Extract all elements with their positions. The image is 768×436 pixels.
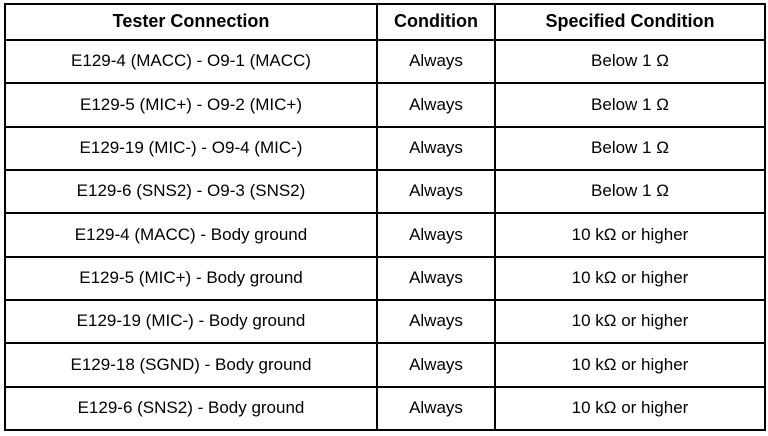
- table-row: [5, 213, 765, 256]
- cell-specified-condition: 10 kΩ or higher: [495, 300, 765, 343]
- table-row: [5, 127, 765, 170]
- table-row: [5, 300, 765, 343]
- table-header: [5, 4, 765, 40]
- cell-specified-condition: 10 kΩ or higher: [495, 213, 765, 256]
- cell-specified-condition: Below 1 Ω: [495, 83, 765, 126]
- cell-condition: Always: [377, 257, 495, 300]
- table-row: [5, 343, 765, 386]
- cell-condition: Always: [377, 300, 495, 343]
- column-header-specified-condition: Specified Condition: [495, 4, 765, 40]
- cell-specified-condition: 10 kΩ or higher: [495, 343, 765, 386]
- cell-condition: Always: [377, 343, 495, 386]
- cell-tester-connection: E129-4 (MACC) - Body ground: [5, 213, 377, 256]
- column-header-condition: Condition: [377, 4, 495, 40]
- table-row: [5, 83, 765, 126]
- cell-specified-condition: Below 1 Ω: [495, 170, 765, 213]
- cell-specified-condition: 10 kΩ or higher: [495, 257, 765, 300]
- cell-specified-condition: Below 1 Ω: [495, 127, 765, 170]
- cell-specified-condition: 10 kΩ or higher: [495, 387, 765, 430]
- cell-tester-connection: E129-19 (MIC-) - Body ground: [5, 300, 377, 343]
- cell-tester-connection: E129-4 (MACC) - O9-1 (MACC): [5, 40, 377, 83]
- cell-condition: Always: [377, 170, 495, 213]
- cell-condition: Always: [377, 213, 495, 256]
- table-row: [5, 257, 765, 300]
- column-header-tester-connection: Tester Connection: [5, 4, 377, 40]
- table-body: [5, 40, 765, 430]
- table-row: [5, 170, 765, 213]
- cell-tester-connection: E129-5 (MIC+) - O9-2 (MIC+): [5, 83, 377, 126]
- tester-connection-table: [4, 3, 766, 431]
- cell-condition: Always: [377, 40, 495, 83]
- cell-tester-connection: E129-6 (SNS2) - O9-3 (SNS2): [5, 170, 377, 213]
- cell-specified-condition: Below 1 Ω: [495, 40, 765, 83]
- cell-condition: Always: [377, 387, 495, 430]
- cell-condition: Always: [377, 127, 495, 170]
- cell-tester-connection: E129-5 (MIC+) - Body ground: [5, 257, 377, 300]
- cell-tester-connection: E129-18 (SGND) - Body ground: [5, 343, 377, 386]
- table-row: [5, 40, 765, 83]
- table-row: [5, 387, 765, 430]
- cell-tester-connection: E129-6 (SNS2) - Body ground: [5, 387, 377, 430]
- cell-condition: Always: [377, 83, 495, 126]
- cell-tester-connection: E129-19 (MIC-) - O9-4 (MIC-): [5, 127, 377, 170]
- table-header-row: [5, 4, 765, 40]
